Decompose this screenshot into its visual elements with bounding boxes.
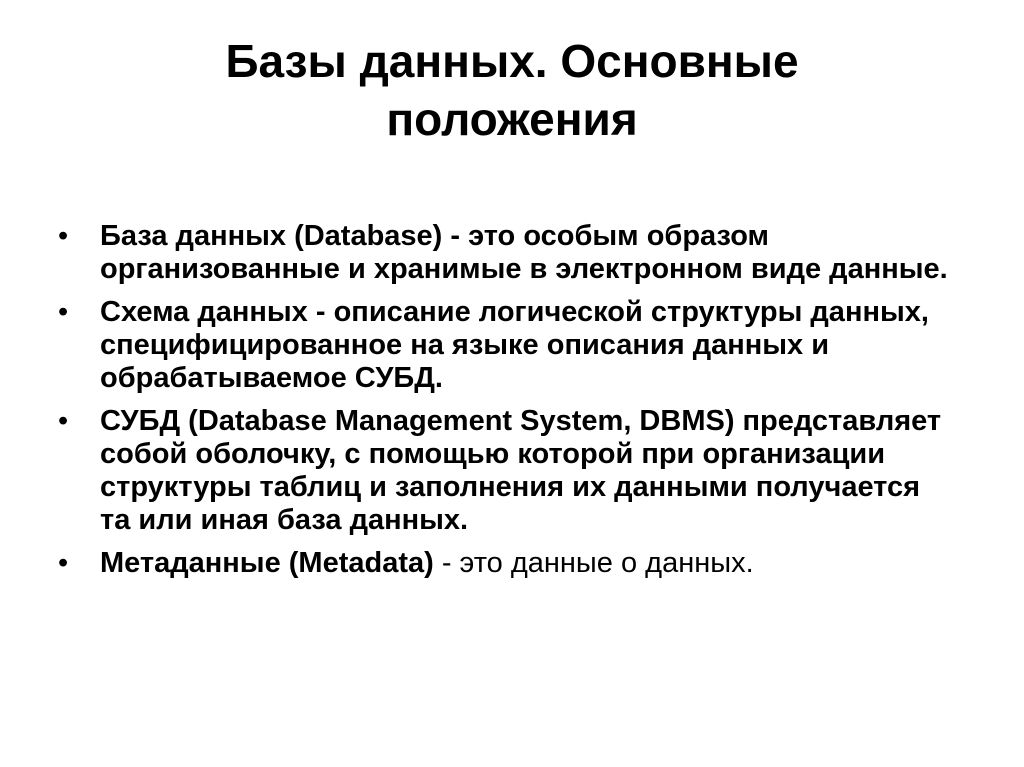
bullet-text-metadata-definition: - это данные о данных.: [433, 547, 754, 579]
bullet-list: [58, 220, 958, 590]
bullet-text-metadata-term: Метаданные (Metadata): [100, 547, 434, 579]
bullet-item-metadata: [58, 547, 958, 580]
bullet-marker: •: [58, 405, 69, 437]
bullet-text-dbms: СУБД (Database Management System, DBMS) представляет собой оболочку, с помощью которой при организации структуры таблиц и заполнения их данными получается та или иная база данных.: [100, 405, 942, 536]
bullet-item-data-schema: [58, 296, 958, 395]
bullet-item-database: [58, 220, 958, 286]
slide-title-line-2: положения: [386, 93, 638, 145]
bullet-marker: •: [58, 296, 69, 328]
slide-title: [60, 32, 964, 148]
bullet-marker: •: [58, 220, 69, 252]
bullet-marker: •: [58, 547, 69, 579]
bullet-text-database: База данных (Database) - это особым образом организованные и хранимые в электронном виде данные.: [100, 220, 948, 285]
bullet-item-dbms: [58, 405, 958, 537]
bullet-text-data-schema: Схема данных - описание логической структуры данных, специфицированное на языке описания данных и обрабатываемое СУБД.: [100, 296, 929, 394]
slide-title-line-1: Базы данных. Основные: [225, 35, 799, 87]
